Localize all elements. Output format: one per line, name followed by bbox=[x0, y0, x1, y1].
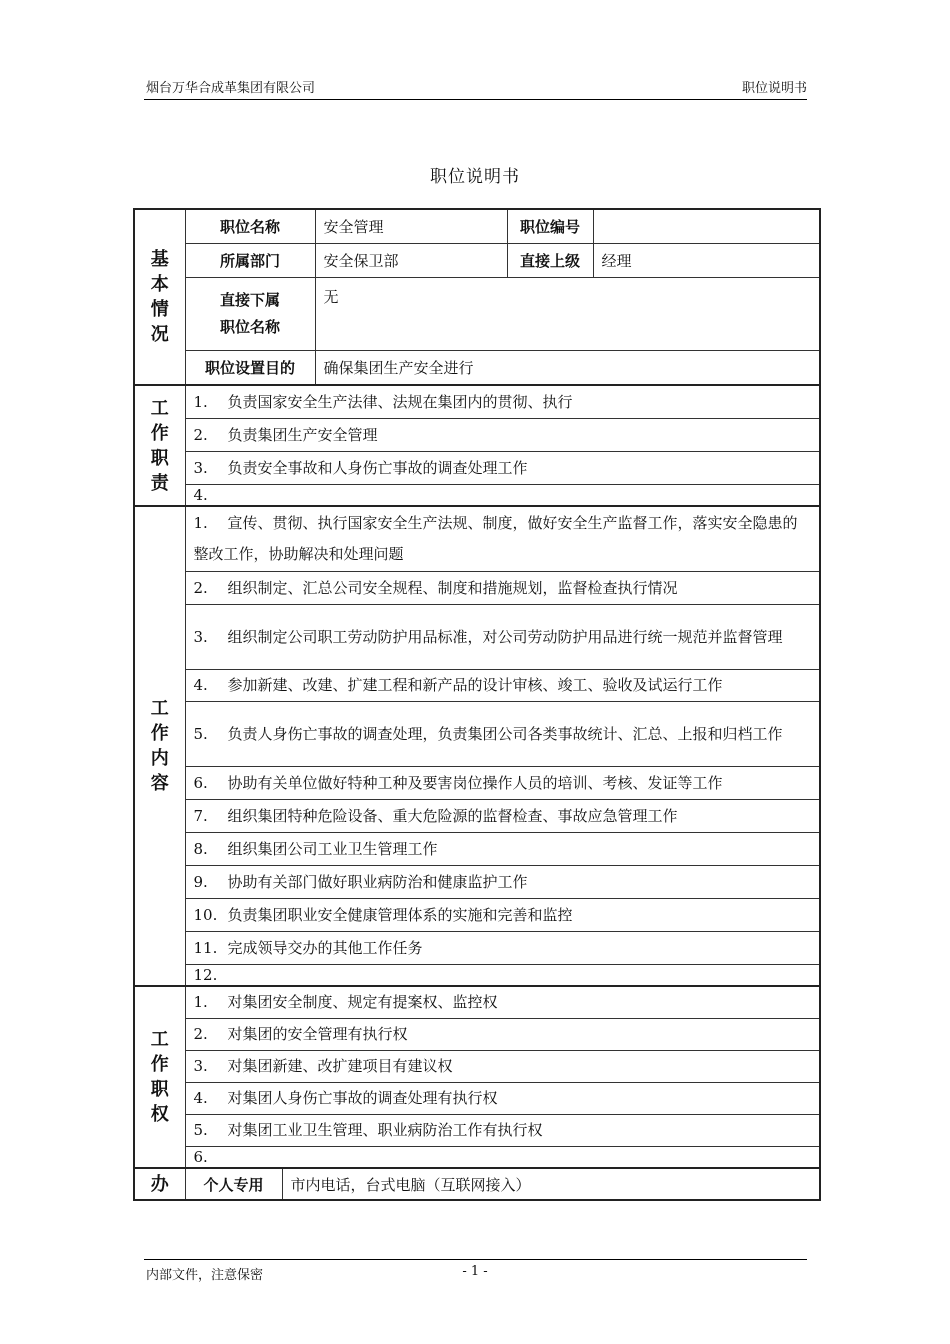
category-authority bbox=[134, 986, 185, 1168]
personal-use-label: 个人专用 bbox=[185, 1168, 282, 1200]
item-number: 4. bbox=[193, 486, 208, 504]
item-text: 负责国家安全生产法律、法规在集团内的贯彻、执行 bbox=[227, 392, 573, 411]
item-text: 负责集团生产安全管理 bbox=[227, 425, 378, 444]
purpose-label: 职位设置目的 bbox=[185, 351, 315, 386]
item-number: 7. bbox=[193, 806, 208, 825]
item-number: 3. bbox=[193, 1057, 208, 1075]
department-label: 所属部门 bbox=[185, 244, 315, 278]
category-content-label: 工作内容 bbox=[150, 698, 169, 794]
content-item bbox=[185, 899, 820, 932]
subordinate-label-line1: 直接下属 bbox=[220, 291, 281, 309]
item-text: 对集团的安全管理有执行权 bbox=[227, 1025, 408, 1043]
item-text: 负责集团职业安全健康管理体系的实施和完善和监控 bbox=[227, 905, 573, 924]
position-code-label: 职位编号 bbox=[507, 209, 593, 244]
header-doc-type: 职位说明书 bbox=[741, 81, 807, 96]
item-text: 负责安全事故和人身伤亡事故的调查处理工作 bbox=[227, 458, 528, 477]
duty-item bbox=[185, 385, 820, 419]
item-number: 11. bbox=[193, 938, 218, 957]
item-text: 组织集团特种危险设备、重大危险源的监督检查、事故应急管理工作 bbox=[227, 806, 678, 825]
item-number: 1. bbox=[193, 993, 208, 1011]
authority-item bbox=[185, 986, 820, 1019]
duty-item bbox=[185, 419, 820, 452]
item-number: 2. bbox=[193, 1025, 208, 1043]
subordinate-label-line2: 职位名称 bbox=[220, 318, 281, 336]
page-number: - 1 - bbox=[462, 1264, 488, 1279]
item-text: 宣传、贯彻、执行国家安全生产法规、制度，做好安全生产监督工作，落实安全隐患的整改工作，协助解决和处理问题 bbox=[193, 514, 798, 563]
item-number: 6. bbox=[193, 1148, 208, 1166]
item-number: 5. bbox=[193, 1121, 208, 1139]
authority-item bbox=[185, 1115, 820, 1147]
item-text: 组织制定公司职工劳动防护用品标准，对公司劳动防护用品进行统一规范并监督管理 bbox=[227, 627, 783, 646]
content-item bbox=[185, 767, 820, 800]
item-number: 3. bbox=[193, 458, 208, 477]
item-number: 12. bbox=[193, 966, 218, 984]
category-duties bbox=[134, 385, 185, 506]
footer-rule bbox=[144, 1259, 807, 1260]
duty-item bbox=[185, 452, 820, 485]
authority-item bbox=[185, 1083, 820, 1115]
item-number: 6. bbox=[193, 773, 208, 792]
header-rule bbox=[144, 99, 807, 100]
content-item bbox=[185, 833, 820, 866]
category-content bbox=[134, 506, 185, 986]
superior-value: 经理 bbox=[593, 244, 820, 278]
content-item bbox=[185, 965, 820, 987]
item-number: 10. bbox=[193, 905, 218, 924]
category-office bbox=[134, 1168, 185, 1200]
item-text: 参加新建、改建、扩建工程和新产品的设计审核、竣工、验收及试运行工作 bbox=[227, 676, 723, 694]
purpose-value: 确保集团生产安全进行 bbox=[315, 351, 820, 386]
authority-item bbox=[185, 1147, 820, 1169]
department-value: 安全保卫部 bbox=[315, 244, 507, 278]
authority-item bbox=[185, 1019, 820, 1051]
item-number: 2. bbox=[193, 578, 208, 597]
authority-item bbox=[185, 1051, 820, 1083]
subordinate-value: 无 bbox=[315, 278, 820, 351]
category-basic-label: 基本情况 bbox=[150, 249, 169, 345]
item-number: 2. bbox=[193, 425, 208, 444]
content-item bbox=[185, 866, 820, 899]
item-text: 负责人身伤亡事故的调查处理，负责集团公司各类事故统计、汇总、上报和归档工作 bbox=[227, 724, 783, 743]
item-text: 对集团新建、改扩建项目有建议权 bbox=[227, 1057, 453, 1075]
content-item bbox=[185, 605, 820, 670]
category-duties-label: 工作职责 bbox=[150, 397, 169, 494]
content-item bbox=[185, 670, 820, 702]
content-item bbox=[185, 506, 820, 572]
item-number: 5. bbox=[193, 724, 208, 743]
category-office-label: 办 bbox=[150, 1173, 169, 1195]
personal-use-value: 市内电话，台式电脑（互联网接入） bbox=[282, 1168, 820, 1200]
category-basic bbox=[134, 209, 185, 385]
item-text: 对集团人身伤亡事故的调查处理有执行权 bbox=[227, 1089, 498, 1107]
item-number: 4. bbox=[193, 676, 208, 694]
position-name-value: 安全管理 bbox=[315, 209, 507, 244]
item-text: 完成领导交办的其他工作任务 bbox=[227, 938, 423, 957]
item-text: 对集团工业卫生管理、职业病防治工作有执行权 bbox=[227, 1121, 543, 1139]
content-item bbox=[185, 572, 820, 605]
position-code-value bbox=[593, 209, 820, 244]
content-item bbox=[185, 702, 820, 767]
content-item bbox=[185, 800, 820, 833]
position-name-label: 职位名称 bbox=[185, 209, 315, 244]
item-number: 3. bbox=[193, 627, 208, 646]
category-authority-label: 工作职权 bbox=[150, 1029, 169, 1125]
duty-item bbox=[185, 485, 820, 507]
item-number: 1. bbox=[193, 514, 208, 532]
item-number: 1. bbox=[193, 392, 208, 411]
superior-label: 直接上级 bbox=[507, 244, 593, 278]
item-text: 组织集团公司工业卫生管理工作 bbox=[227, 839, 438, 858]
item-text: 协助有关部门做好职业病防治和健康监护工作 bbox=[227, 872, 528, 891]
item-number: 8. bbox=[193, 839, 208, 858]
subordinate-label bbox=[185, 278, 315, 351]
item-number: 4. bbox=[193, 1089, 208, 1107]
item-text: 对集团安全制度、规定有提案权、监控权 bbox=[227, 993, 498, 1011]
content-item bbox=[185, 932, 820, 965]
position-table bbox=[133, 208, 821, 1201]
item-number: 9. bbox=[193, 872, 208, 891]
header-company: 烟台万华合成革集团有限公司 bbox=[146, 81, 316, 96]
footer-note: 内部文件，注意保密 bbox=[146, 1268, 264, 1283]
item-text: 组织制定、汇总公司安全规程、制度和措施规划，监督检查执行情况 bbox=[227, 578, 678, 597]
item-text: 协助有关单位做好特种工种及要害岗位操作人员的培训、考核、发证等工作 bbox=[227, 773, 723, 792]
page-title: 职位说明书 bbox=[430, 167, 520, 187]
